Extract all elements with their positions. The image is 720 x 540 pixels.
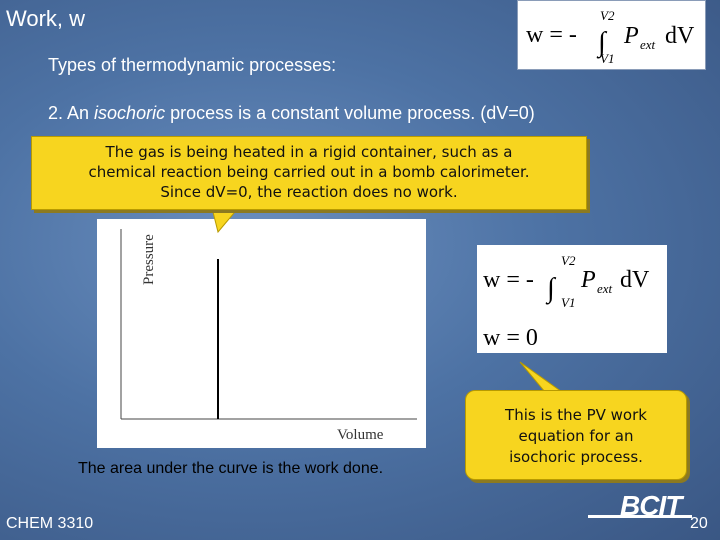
x-axis-label: Volume (337, 427, 384, 443)
callout-right-line-2: equation for an (518, 427, 634, 445)
pv-graph-svg (97, 219, 426, 448)
work-integral-equation (518, 1, 705, 69)
graph-caption: The area under the curve is the work done. (78, 460, 384, 477)
slide-subtitle: Types of thermodynamic processes: (48, 55, 337, 75)
callout-top-line-1: The gas is being heated in a rigid container, such as a (105, 143, 513, 161)
callout-right-line-1: This is the PV work (505, 406, 647, 424)
svg-text:ext: ext (640, 37, 656, 52)
page-number: 20 (690, 515, 708, 532)
svg-text:P: P (624, 23, 639, 49)
callout-isochoric-equation (465, 390, 687, 480)
equation-lhs: w = - (526, 22, 577, 48)
svg-text:∫: ∫ (598, 27, 606, 58)
bullet-point (48, 103, 535, 124)
svg-text:dV: dV (620, 267, 650, 293)
pv-graph (97, 219, 426, 448)
right-lower-limit: V1 (561, 295, 576, 310)
point-prefix: 2. An (48, 103, 95, 123)
callout-top-line-2: chemical reaction being carried out in a bomb calorimeter. (88, 163, 530, 181)
work-equation-right (477, 245, 667, 353)
footer-course: CHEM 3310 (6, 515, 94, 532)
point-suffix: process is a constant volume process. (dV=0) (165, 103, 535, 123)
callout-bomb-calorimeter (31, 136, 587, 210)
equation-right-lhs: w = - (483, 267, 534, 293)
right-upper-limit: V2 (561, 253, 576, 268)
slide-title: Work, w (6, 6, 86, 31)
svg-text:∫: ∫ (547, 273, 555, 304)
upper-limit: V2 (600, 8, 615, 23)
equation-w-zero: w = 0 (483, 325, 538, 351)
y-axis-label: Pressure (141, 234, 157, 285)
svg-text:P: P (581, 267, 596, 293)
svg-text:dV: dV (665, 23, 695, 49)
bcit-logo: BCIT (620, 490, 682, 521)
lower-limit: V1 (600, 51, 615, 66)
callout-top-line-3: Since dV=0, the reaction does no work. (160, 183, 458, 201)
point-keyword: isochoric (94, 103, 166, 123)
callout-right-line-3: isochoric process. (509, 448, 643, 466)
work-equation-right-svg (477, 245, 667, 353)
svg-text:ext: ext (597, 281, 613, 296)
work-equation-top (517, 0, 706, 70)
svg-text:V1 (600, 51, 614, 66)
svg-text:V2 (600, 8, 615, 23)
